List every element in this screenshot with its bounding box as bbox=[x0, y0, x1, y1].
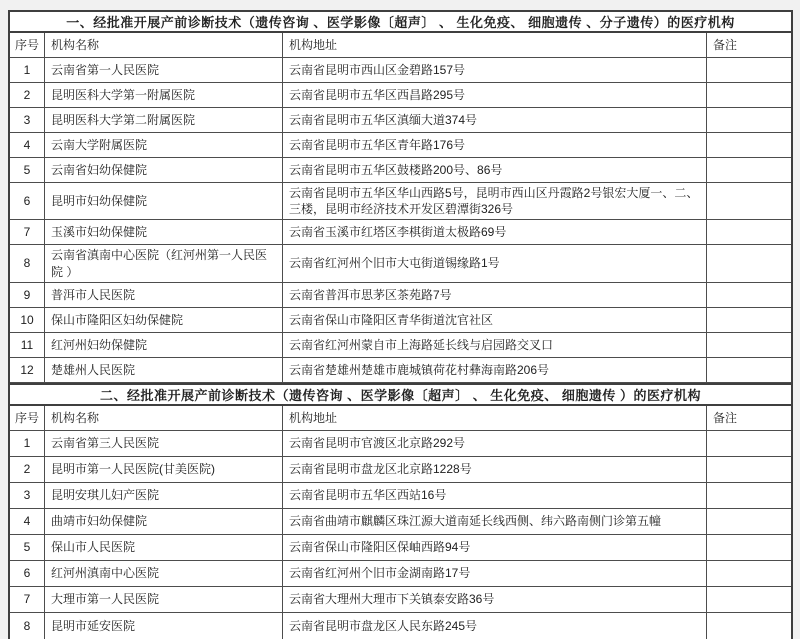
table-row bbox=[10, 158, 791, 183]
note-cell bbox=[707, 58, 791, 82]
institution-address-cell: 云南省红河州个旧市金湖南路17号 bbox=[283, 561, 707, 586]
section-title: 一、经批准开展产前诊断技术（遗传咨询 、医学影像〔超声〕 、 生化免疫、 细胞遗传 、分子遗传）的医疗机构 bbox=[66, 15, 735, 30]
note-cell bbox=[707, 483, 791, 508]
institution-address-cell: 云南省昆明市五华区滇缅大道374号 bbox=[283, 108, 707, 132]
institution-address-cell: 云南省玉溪市红塔区李棋街道太极路69号 bbox=[283, 220, 707, 244]
header-cell-note: 备注 bbox=[713, 37, 738, 52]
row-index-cell: 3 bbox=[10, 483, 45, 508]
note-cell bbox=[707, 220, 791, 244]
institution-name-cell: 云南省第三人民医院 bbox=[45, 431, 283, 456]
institution-name-cell: 红河州妇幼保健院 bbox=[45, 333, 283, 357]
note-cell bbox=[707, 158, 791, 182]
institution-name-cell: 红河州滇南中心医院 bbox=[45, 561, 283, 586]
row-index-cell: 1 bbox=[10, 58, 45, 82]
table-row bbox=[10, 245, 791, 282]
note-cell bbox=[707, 587, 791, 612]
note-cell bbox=[707, 183, 791, 219]
institution-name-cell: 昆明市妇幼保健院 bbox=[45, 183, 283, 219]
header-cell-index: 序号 bbox=[10, 33, 45, 57]
institution-address-cell: 云南省红河州个旧市大屯街道锡缘路1号 bbox=[283, 245, 707, 281]
row-index-cell: 3 bbox=[10, 108, 45, 132]
row-index-cell: 4 bbox=[10, 509, 45, 534]
table-row bbox=[10, 58, 791, 83]
row-index-cell: 7 bbox=[10, 220, 45, 244]
table-row bbox=[10, 83, 791, 108]
institution-address-cell: 云南省昆明市盘龙区北京路1228号 bbox=[283, 457, 707, 482]
institution-address-cell: 云南省昆明市西山区金碧路157号 bbox=[283, 58, 707, 82]
table-row bbox=[10, 133, 791, 158]
table-row bbox=[10, 483, 791, 509]
note-cell bbox=[707, 133, 791, 157]
institution-name-cell: 昆明安琪儿妇产医院 bbox=[45, 483, 283, 508]
header-cell-note: 备注 bbox=[713, 410, 738, 425]
table-row bbox=[10, 587, 791, 613]
row-index-cell: 6 bbox=[10, 183, 45, 219]
institution-name-cell: 云南省第一人民医院 bbox=[45, 58, 283, 82]
table-row bbox=[10, 561, 791, 587]
note-cell bbox=[707, 613, 791, 639]
row-index-cell: 6 bbox=[10, 561, 45, 586]
institution-name-cell: 昆明市延安医院 bbox=[45, 613, 283, 639]
institution-name-cell: 大理市第一人民医院 bbox=[45, 587, 283, 612]
table-row bbox=[10, 333, 791, 358]
table-row bbox=[10, 220, 791, 245]
table-row bbox=[10, 535, 791, 561]
institution-address-cell: 云南省普洱市思茅区茶苑路7号 bbox=[283, 283, 707, 307]
institution-address-cell: 云南省昆明市五华区青年路176号 bbox=[283, 133, 707, 157]
row-index-cell: 10 bbox=[10, 308, 45, 332]
institution-name-cell: 云南省妇幼保健院 bbox=[45, 158, 283, 182]
institution-address-cell: 云南省昆明市五华区西昌路295号 bbox=[283, 83, 707, 107]
row-index-cell: 5 bbox=[10, 158, 45, 182]
row-index-cell: 7 bbox=[10, 587, 45, 612]
note-cell bbox=[707, 561, 791, 586]
row-index-cell: 8 bbox=[10, 245, 45, 281]
institution-address-cell: 云南省大理州大理市下关镇泰安路36号 bbox=[283, 587, 707, 612]
institution-name-cell: 曲靖市妇幼保健院 bbox=[45, 509, 283, 534]
row-index-cell: 11 bbox=[10, 333, 45, 357]
institution-name-cell: 昆明市第一人民医院(甘美医院) bbox=[45, 457, 283, 482]
table-header-row bbox=[10, 406, 791, 431]
table-row bbox=[10, 613, 791, 639]
institution-address-cell: 云南省曲靖市麒麟区珠江源大道南延长线西侧、纬六路南侧门诊第五幢 bbox=[283, 509, 707, 534]
section-title: 二、经批准开展产前诊断技术（遗传咨询 、医学影像〔超声〕 、 生化免疫、 细胞遗传 ）的医疗机构 bbox=[99, 387, 702, 403]
institution-name-cell: 普洱市人民医院 bbox=[45, 283, 283, 307]
row-index-cell: 12 bbox=[10, 358, 45, 382]
section-2 bbox=[10, 383, 791, 639]
row-index-cell: 9 bbox=[10, 283, 45, 307]
row-index-cell: 1 bbox=[10, 431, 45, 456]
institution-address-cell: 云南省昆明市盘龙区人民东路245号 bbox=[283, 613, 707, 639]
header-cell-name: 机构名称 bbox=[45, 406, 283, 430]
institution-name-cell: 昆明医科大学第一附属医院 bbox=[45, 83, 283, 107]
institution-name-cell: 云南大学附属医院 bbox=[45, 133, 283, 157]
table-row bbox=[10, 358, 791, 383]
table-row bbox=[10, 108, 791, 133]
medical-institutions-table bbox=[8, 10, 793, 639]
row-index-cell: 8 bbox=[10, 613, 45, 639]
header-cell-index: 序号 bbox=[10, 406, 45, 430]
note-cell bbox=[707, 535, 791, 560]
institution-name-cell: 楚雄州人民医院 bbox=[45, 358, 283, 382]
note-cell bbox=[707, 245, 791, 281]
row-index-cell: 2 bbox=[10, 83, 45, 107]
header-cell-address: 机构地址 bbox=[283, 406, 707, 430]
note-cell bbox=[707, 308, 791, 332]
header-cell-address: 机构地址 bbox=[283, 33, 707, 57]
header-cell-name: 机构名称 bbox=[45, 33, 283, 57]
table-row bbox=[10, 509, 791, 535]
institution-address-cell: 云南省昆明市五华区西站16号 bbox=[283, 483, 707, 508]
row-index-cell: 4 bbox=[10, 133, 45, 157]
section-title-row bbox=[10, 12, 791, 33]
note-cell bbox=[707, 283, 791, 307]
institution-address-cell: 云南省楚雄州楚雄市鹿城镇荷花村彝海南路206号 bbox=[283, 358, 707, 382]
institution-address-cell: 云南省昆明市五华区华山西路5号，昆明市西山区丹霞路2号银宏大厦一、二、三楼，昆明市经济技术开发区碧潭街326号 bbox=[283, 183, 707, 219]
institution-address-cell: 云南省昆明市五华区鼓楼路200号、86号 bbox=[283, 158, 707, 182]
institution-name-cell: 昆明医科大学第二附属医院 bbox=[45, 108, 283, 132]
table-row bbox=[10, 283, 791, 308]
institution-name-cell: 云南省滇南中心医院（红河州第一人民医院 ） bbox=[45, 245, 283, 281]
institution-name-cell: 保山市隆阳区妇幼保健院 bbox=[45, 308, 283, 332]
row-index-cell: 5 bbox=[10, 535, 45, 560]
table-row bbox=[10, 183, 791, 220]
institution-address-cell: 云南省保山市隆阳区青华街道沈官社区 bbox=[283, 308, 707, 332]
note-cell bbox=[707, 83, 791, 107]
note-cell bbox=[707, 431, 791, 456]
table-row bbox=[10, 431, 791, 457]
institution-address-cell: 云南省红河州蒙自市上海路延长线与启园路交叉口 bbox=[283, 333, 707, 357]
row-index-cell: 2 bbox=[10, 457, 45, 482]
institution-address-cell: 云南省保山市隆阳区保岫西路94号 bbox=[283, 535, 707, 560]
institution-name-cell: 保山市人民医院 bbox=[45, 535, 283, 560]
note-cell bbox=[707, 108, 791, 132]
section-1 bbox=[10, 12, 791, 383]
table-row bbox=[10, 457, 791, 483]
note-cell bbox=[707, 509, 791, 534]
section-title-row bbox=[10, 383, 791, 406]
note-cell bbox=[707, 333, 791, 357]
table-header-row bbox=[10, 33, 791, 58]
note-cell bbox=[707, 358, 791, 382]
note-cell bbox=[707, 457, 791, 482]
table-row bbox=[10, 308, 791, 333]
institution-address-cell: 云南省昆明市官渡区北京路292号 bbox=[283, 431, 707, 456]
institution-name-cell: 玉溪市妇幼保健院 bbox=[45, 220, 283, 244]
